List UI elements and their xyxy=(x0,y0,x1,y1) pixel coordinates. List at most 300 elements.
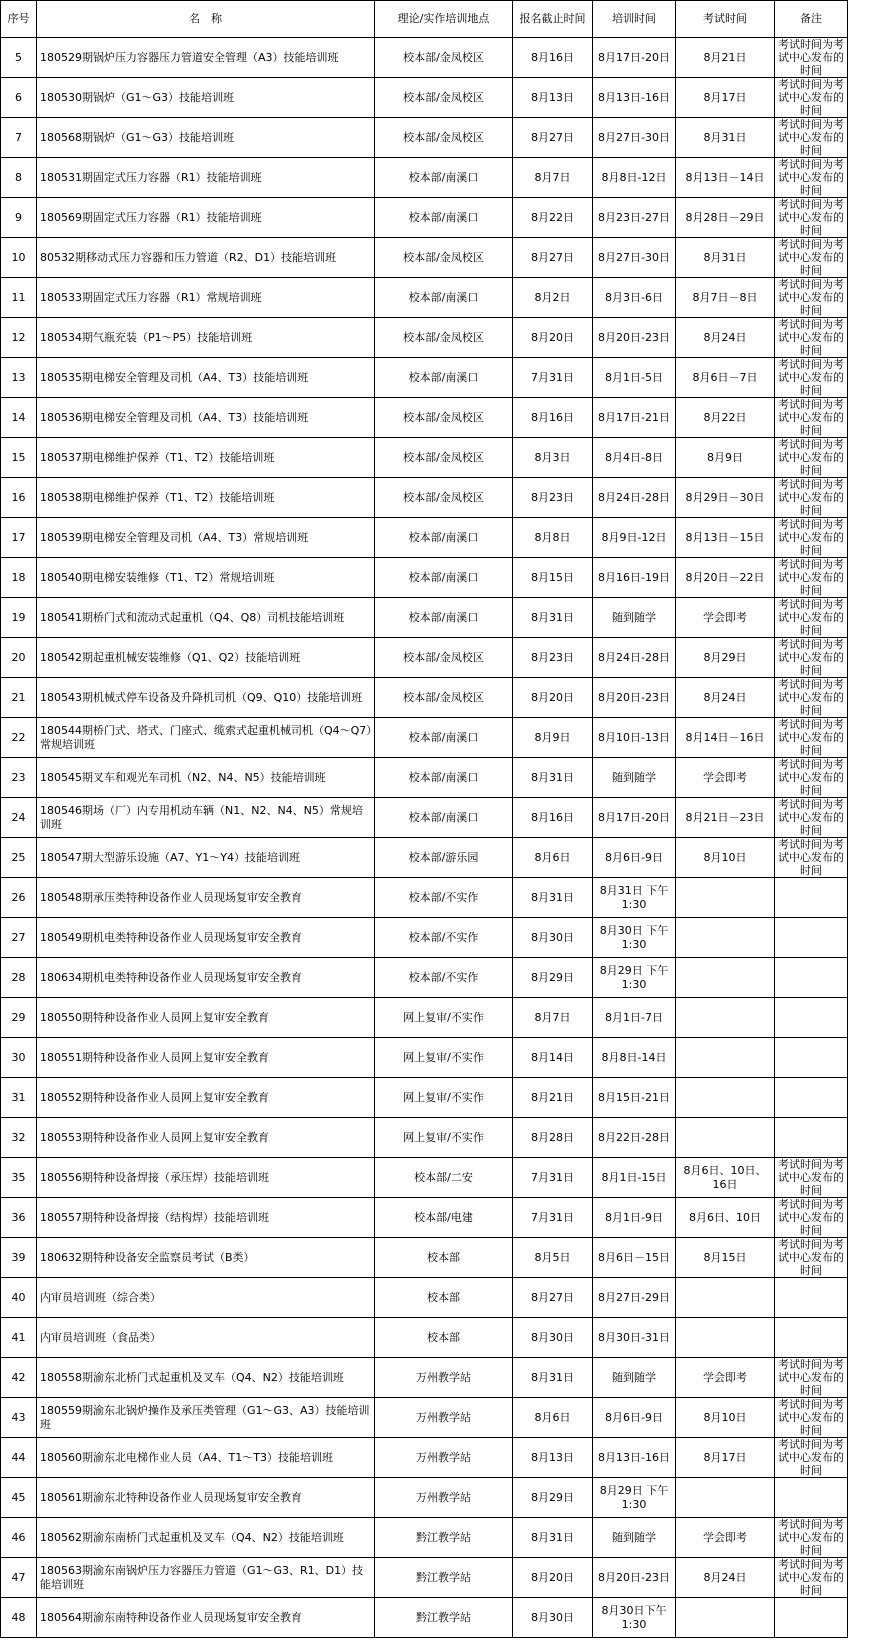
cell-exam xyxy=(676,1478,775,1518)
cell-note xyxy=(775,878,848,918)
cell-exam xyxy=(676,878,775,918)
cell-location: 校本部/游乐园 xyxy=(375,838,513,878)
cell-training: 8月20日-23日 xyxy=(593,318,676,358)
cell-seq: 24 xyxy=(1,798,37,838)
cell-note xyxy=(775,1478,848,1518)
cell-seq: 11 xyxy=(1,278,37,318)
cell-location: 校本部/南溪口 xyxy=(375,558,513,598)
cell-training: 8月30日下午1:30 xyxy=(593,1598,676,1638)
cell-note xyxy=(775,1078,848,1118)
cell-note: 考试时间为考试中心发布的时间 xyxy=(775,1398,848,1438)
cell-seq: 16 xyxy=(1,478,37,518)
cell-seq: 25 xyxy=(1,838,37,878)
cell-deadline: 8月27日 xyxy=(513,238,593,278)
cell-location: 校本部/不实作 xyxy=(375,878,513,918)
cell-deadline: 7月31日 xyxy=(513,1198,593,1238)
cell-note: 考试时间为考试中心发布的时间 xyxy=(775,1358,848,1398)
cell-seq: 42 xyxy=(1,1358,37,1398)
cell-training: 8月29日 下午1:30 xyxy=(593,1478,676,1518)
cell-exam: 学会即考 xyxy=(676,598,775,638)
cell-seq: 28 xyxy=(1,958,37,998)
cell-location: 黔江教学站 xyxy=(375,1598,513,1638)
cell-seq: 13 xyxy=(1,358,37,398)
cell-exam: 8月10日 xyxy=(676,1398,775,1438)
cell-name: 180562期渝东南桥门式起重机及叉车（Q4、N2）技能培训班 xyxy=(37,1518,375,1558)
cell-exam xyxy=(676,1038,775,1078)
cell-location: 校本部/金凤校区 xyxy=(375,318,513,358)
cell-training: 8月1日-7日 xyxy=(593,998,676,1038)
cell-seq: 47 xyxy=(1,1558,37,1598)
cell-location: 校本部/南溪口 xyxy=(375,198,513,238)
cell-name: 180634期机电类特种设备作业人员现场复审安全教育 xyxy=(37,958,375,998)
cell-exam: 8月29日 xyxy=(676,638,775,678)
cell-deadline: 8月20日 xyxy=(513,678,593,718)
cell-deadline: 8月22日 xyxy=(513,198,593,238)
cell-location: 校本部/南溪口 xyxy=(375,598,513,638)
cell-exam: 学会即考 xyxy=(676,758,775,798)
cell-training: 8月17日-20日 xyxy=(593,38,676,78)
cell-training: 8月8日-14日 xyxy=(593,1038,676,1078)
table-row xyxy=(1,1278,848,1318)
cell-training: 8月1日-15日 xyxy=(593,1158,676,1198)
table-row xyxy=(1,1198,848,1238)
table-row xyxy=(1,1078,848,1118)
cell-seq: 27 xyxy=(1,918,37,958)
cell-training: 8月6日-9日 xyxy=(593,838,676,878)
cell-note: 考试时间为考试中心发布的时间 xyxy=(775,718,848,758)
cell-deadline: 8月31日 xyxy=(513,1358,593,1398)
cell-name: 180536期电梯安全管理及司机（A4、T3）技能培训班 xyxy=(37,398,375,438)
cell-deadline: 8月15日 xyxy=(513,558,593,598)
table-row xyxy=(1,78,848,118)
cell-name: 180547期大型游乐设施（A7、Y1～Y4）技能培训班 xyxy=(37,838,375,878)
cell-training: 随到随学 xyxy=(593,598,676,638)
cell-training: 8月17日-21日 xyxy=(593,398,676,438)
cell-training: 8月10日-13日 xyxy=(593,718,676,758)
cell-note: 考试时间为考试中心发布的时间 xyxy=(775,1238,848,1278)
cell-note: 考试时间为考试中心发布的时间 xyxy=(775,398,848,438)
table-row xyxy=(1,158,848,198)
cell-seq: 35 xyxy=(1,1158,37,1198)
cell-training: 8月16日-19日 xyxy=(593,558,676,598)
cell-name: 180543期机械式停车设备及升降机司机（Q9、Q10）技能培训班 xyxy=(37,678,375,718)
table-row xyxy=(1,1598,848,1638)
cell-location: 校本部/南溪口 xyxy=(375,358,513,398)
cell-exam: 8月31日 xyxy=(676,118,775,158)
table-row xyxy=(1,1518,848,1558)
cell-seq: 26 xyxy=(1,878,37,918)
cell-exam: 8月14日－16日 xyxy=(676,718,775,758)
cell-location: 网上复审/不实作 xyxy=(375,1078,513,1118)
table-row xyxy=(1,1558,848,1598)
table-row xyxy=(1,198,848,238)
cell-deadline: 8月29日 xyxy=(513,1478,593,1518)
cell-exam: 8月24日 xyxy=(676,678,775,718)
cell-seq: 19 xyxy=(1,598,37,638)
cell-note: 考试时间为考试中心发布的时间 xyxy=(775,518,848,558)
cell-note xyxy=(775,998,848,1038)
cell-location: 黔江教学站 xyxy=(375,1518,513,1558)
cell-name: 内审员培训班（综合类） xyxy=(37,1278,375,1318)
cell-exam: 8月24日 xyxy=(676,1558,775,1598)
cell-exam: 8月13日－14日 xyxy=(676,158,775,198)
cell-seq: 36 xyxy=(1,1198,37,1238)
cell-exam: 8月24日 xyxy=(676,318,775,358)
cell-training: 8月24日-28日 xyxy=(593,478,676,518)
cell-deadline: 8月6日 xyxy=(513,1398,593,1438)
cell-location: 校本部/二安 xyxy=(375,1158,513,1198)
cell-deadline: 8月31日 xyxy=(513,598,593,638)
cell-location: 校本部/南溪口 xyxy=(375,758,513,798)
cell-training: 8月29日 下午1:30 xyxy=(593,958,676,998)
cell-note: 考试时间为考试中心发布的时间 xyxy=(775,1438,848,1478)
table-row xyxy=(1,438,848,478)
cell-location: 校本部/金凤校区 xyxy=(375,398,513,438)
cell-note: 考试时间为考试中心发布的时间 xyxy=(775,638,848,678)
cell-deadline: 8月21日 xyxy=(513,1078,593,1118)
cell-seq: 20 xyxy=(1,638,37,678)
cell-name: 180556期特种设备焊接（承压焊）技能培训班 xyxy=(37,1158,375,1198)
cell-training: 8月15日-21日 xyxy=(593,1078,676,1118)
table-row xyxy=(1,238,848,278)
cell-note: 考试时间为考试中心发布的时间 xyxy=(775,838,848,878)
cell-note xyxy=(775,958,848,998)
table-row xyxy=(1,1158,848,1198)
cell-name: 180548期承压类特种设备作业人员现场复审安全教育 xyxy=(37,878,375,918)
cell-location: 校本部/电建 xyxy=(375,1198,513,1238)
cell-seq: 30 xyxy=(1,1038,37,1078)
cell-name: 内审员培训班（食品类） xyxy=(37,1318,375,1358)
cell-exam xyxy=(676,998,775,1038)
cell-seq: 15 xyxy=(1,438,37,478)
cell-training: 8月20日-23日 xyxy=(593,1558,676,1598)
cell-name: 180568期锅炉（G1～G3）技能培训班 xyxy=(37,118,375,158)
cell-note xyxy=(775,1318,848,1358)
cell-location: 校本部/金凤校区 xyxy=(375,478,513,518)
table-row xyxy=(1,878,848,918)
table-row xyxy=(1,1358,848,1398)
cell-training: 8月9日-12日 xyxy=(593,518,676,558)
cell-training: 8月13日-16日 xyxy=(593,78,676,118)
cell-note: 考试时间为考试中心发布的时间 xyxy=(775,1158,848,1198)
cell-exam xyxy=(676,1598,775,1638)
cell-training: 8月22日-28日 xyxy=(593,1118,676,1158)
cell-seq: 41 xyxy=(1,1318,37,1358)
header-deadline: 报名截止时间 xyxy=(513,1,593,38)
cell-deadline: 8月30日 xyxy=(513,918,593,958)
cell-note: 考试时间为考试中心发布的时间 xyxy=(775,118,848,158)
cell-training: 8月6日-9日 xyxy=(593,1398,676,1438)
cell-name: 180546期场（厂）内专用机动车辆（N1、N2、N4、N5）常规培训班 xyxy=(37,798,375,838)
cell-training: 8月27日-30日 xyxy=(593,238,676,278)
cell-seq: 44 xyxy=(1,1438,37,1478)
cell-training: 8月3日-6日 xyxy=(593,278,676,318)
cell-note xyxy=(775,918,848,958)
header-name: 名 称 xyxy=(37,1,375,38)
cell-name: 180553期特种设备作业人员网上复审安全教育 xyxy=(37,1118,375,1158)
cell-note: 考试时间为考试中心发布的时间 xyxy=(775,158,848,198)
cell-exam xyxy=(676,1278,775,1318)
cell-name: 180560期渝东北电梯作业人员（A4、T1～T3）技能培训班 xyxy=(37,1438,375,1478)
cell-note: 考试时间为考试中心发布的时间 xyxy=(775,758,848,798)
table-row xyxy=(1,798,848,838)
cell-seq: 8 xyxy=(1,158,37,198)
table-row xyxy=(1,558,848,598)
cell-deadline: 8月6日 xyxy=(513,838,593,878)
cell-exam: 8月22日 xyxy=(676,398,775,438)
cell-location: 黔江教学站 xyxy=(375,1558,513,1598)
cell-name: 180534期气瓶充装（P1～P5）技能培训班 xyxy=(37,318,375,358)
cell-location: 校本部/不实作 xyxy=(375,918,513,958)
cell-note: 考试时间为考试中心发布的时间 xyxy=(775,318,848,358)
cell-name: 180549期机电类特种设备作业人员现场复审安全教育 xyxy=(37,918,375,958)
cell-deadline: 8月2日 xyxy=(513,278,593,318)
cell-training: 8月6日－15日 xyxy=(593,1238,676,1278)
table-row xyxy=(1,518,848,558)
cell-exam xyxy=(676,1118,775,1158)
cell-seq: 9 xyxy=(1,198,37,238)
cell-name: 180530期锅炉（G1～G3）技能培训班 xyxy=(37,78,375,118)
table-row xyxy=(1,1478,848,1518)
cell-location: 万州教学站 xyxy=(375,1478,513,1518)
cell-name: 180632期特种设备安全监察员考试（B类） xyxy=(37,1238,375,1278)
cell-name: 180551期特种设备作业人员网上复审安全教育 xyxy=(37,1038,375,1078)
cell-training: 随到随学 xyxy=(593,1518,676,1558)
cell-training: 8月4日-8日 xyxy=(593,438,676,478)
table-row xyxy=(1,838,848,878)
cell-deadline: 8月23日 xyxy=(513,478,593,518)
cell-location: 网上复审/不实作 xyxy=(375,1038,513,1078)
cell-location: 校本部/金凤校区 xyxy=(375,438,513,478)
cell-deadline: 8月31日 xyxy=(513,1518,593,1558)
cell-note: 考试时间为考试中心发布的时间 xyxy=(775,278,848,318)
cell-exam: 8月10日 xyxy=(676,838,775,878)
cell-location: 网上复审/不实作 xyxy=(375,998,513,1038)
cell-location: 校本部/南溪口 xyxy=(375,278,513,318)
cell-location: 校本部/南溪口 xyxy=(375,518,513,558)
cell-note xyxy=(775,1598,848,1638)
header-location: 理论/实作培训地点 xyxy=(375,1,513,38)
cell-deadline: 8月23日 xyxy=(513,638,593,678)
cell-exam: 8月7日－8日 xyxy=(676,278,775,318)
cell-exam xyxy=(676,958,775,998)
cell-exam: 8月17日 xyxy=(676,78,775,118)
cell-deadline: 8月27日 xyxy=(513,1278,593,1318)
cell-training: 8月31日 下午1:30 xyxy=(593,878,676,918)
cell-name: 180557期特种设备焊接（结构焊）技能培训班 xyxy=(37,1198,375,1238)
cell-deadline: 8月30日 xyxy=(513,1318,593,1358)
cell-seq: 18 xyxy=(1,558,37,598)
cell-exam: 8月13日－15日 xyxy=(676,518,775,558)
cell-note: 考试时间为考试中心发布的时间 xyxy=(775,38,848,78)
cell-training: 8月23日-27日 xyxy=(593,198,676,238)
cell-deadline: 8月29日 xyxy=(513,958,593,998)
cell-note: 考试时间为考试中心发布的时间 xyxy=(775,558,848,598)
cell-name: 180539期电梯安全管理及司机（A4、T3）常规培训班 xyxy=(37,518,375,558)
cell-name: 180529期锅炉压力容器压力管道安全管理（A3）技能培训班 xyxy=(37,38,375,78)
cell-seq: 48 xyxy=(1,1598,37,1638)
cell-exam xyxy=(676,918,775,958)
table-row xyxy=(1,918,848,958)
table-row xyxy=(1,1118,848,1158)
cell-exam: 8月9日 xyxy=(676,438,775,478)
table-row xyxy=(1,958,848,998)
cell-seq: 6 xyxy=(1,78,37,118)
cell-seq: 29 xyxy=(1,998,37,1038)
cell-deadline: 8月9日 xyxy=(513,718,593,758)
cell-name: 180561期渝东北特种设备作业人员现场复审安全教育 xyxy=(37,1478,375,1518)
cell-location: 校本部/金凤校区 xyxy=(375,38,513,78)
cell-note: 考试时间为考试中心发布的时间 xyxy=(775,78,848,118)
cell-deadline: 8月31日 xyxy=(513,758,593,798)
cell-deadline: 8月13日 xyxy=(513,1438,593,1478)
cell-note: 考试时间为考试中心发布的时间 xyxy=(775,198,848,238)
cell-note xyxy=(775,1278,848,1318)
cell-location: 校本部/金凤校区 xyxy=(375,78,513,118)
cell-exam xyxy=(676,1318,775,1358)
cell-seq: 12 xyxy=(1,318,37,358)
cell-location: 校本部/南溪口 xyxy=(375,158,513,198)
cell-exam: 8月29日－30日 xyxy=(676,478,775,518)
cell-deadline: 8月16日 xyxy=(513,38,593,78)
cell-seq: 23 xyxy=(1,758,37,798)
table-row xyxy=(1,398,848,438)
cell-location: 校本部/南溪口 xyxy=(375,718,513,758)
cell-note: 考试时间为考试中心发布的时间 xyxy=(775,1558,848,1598)
cell-name: 180544期桥门式、塔式、门座式、缆索式起重机械司机（Q4～Q7）常规培训班 xyxy=(37,718,375,758)
header-exam: 考试时间 xyxy=(676,1,775,38)
cell-seq: 17 xyxy=(1,518,37,558)
cell-seq: 21 xyxy=(1,678,37,718)
cell-seq: 45 xyxy=(1,1478,37,1518)
cell-seq: 40 xyxy=(1,1278,37,1318)
cell-name: 180540期电梯安装维修（T1、T2）常规培训班 xyxy=(37,558,375,598)
table-row xyxy=(1,478,848,518)
cell-note: 考试时间为考试中心发布的时间 xyxy=(775,678,848,718)
cell-seq: 7 xyxy=(1,118,37,158)
cell-name: 180550期特种设备作业人员网上复审安全教育 xyxy=(37,998,375,1038)
cell-location: 校本部/南溪口 xyxy=(375,798,513,838)
table-header-row xyxy=(1,1,848,38)
cell-training: 8月30日 下午1:30 xyxy=(593,918,676,958)
cell-deadline: 8月8日 xyxy=(513,518,593,558)
cell-note: 考试时间为考试中心发布的时间 xyxy=(775,1198,848,1238)
table-row xyxy=(1,998,848,1038)
cell-name: 180563期渝东南锅炉压力容器压力管道（G1～G3、R1、D1）技能培训班 xyxy=(37,1558,375,1598)
header-note: 备注 xyxy=(775,1,848,38)
cell-deadline: 8月30日 xyxy=(513,1598,593,1638)
cell-deadline: 7月31日 xyxy=(513,358,593,398)
cell-exam: 8月6日－7日 xyxy=(676,358,775,398)
cell-exam: 学会即考 xyxy=(676,1358,775,1398)
cell-seq: 32 xyxy=(1,1118,37,1158)
cell-name: 180569期固定式压力容器（R1）技能培训班 xyxy=(37,198,375,238)
cell-deadline: 8月20日 xyxy=(513,1558,593,1598)
cell-deadline: 8月7日 xyxy=(513,158,593,198)
table-row xyxy=(1,598,848,638)
cell-deadline: 8月27日 xyxy=(513,118,593,158)
table-row xyxy=(1,318,848,358)
cell-training: 8月8日-12日 xyxy=(593,158,676,198)
table-row xyxy=(1,678,848,718)
cell-name: 180541期桥门式和流动式起重机（Q4、Q8）司机技能培训班 xyxy=(37,598,375,638)
cell-exam: 8月21日－23日 xyxy=(676,798,775,838)
cell-name: 180559期渝东北锅炉操作及承压类管理（G1～G3、A3）技能培训班 xyxy=(37,1398,375,1438)
cell-name: 180552期特种设备作业人员网上复审安全教育 xyxy=(37,1078,375,1118)
cell-training: 8月17日-20日 xyxy=(593,798,676,838)
table-row xyxy=(1,718,848,758)
cell-seq: 46 xyxy=(1,1518,37,1558)
cell-training: 8月24日-28日 xyxy=(593,638,676,678)
cell-location: 网上复审/不实作 xyxy=(375,1118,513,1158)
cell-deadline: 8月31日 xyxy=(513,878,593,918)
cell-seq: 10 xyxy=(1,238,37,278)
cell-note: 考试时间为考试中心发布的时间 xyxy=(775,438,848,478)
cell-exam: 8月31日 xyxy=(676,238,775,278)
cell-exam: 学会即考 xyxy=(676,1518,775,1558)
cell-location: 校本部/金凤校区 xyxy=(375,118,513,158)
cell-location: 万州教学站 xyxy=(375,1438,513,1478)
cell-deadline: 7月31日 xyxy=(513,1158,593,1198)
table-row xyxy=(1,278,848,318)
table-row xyxy=(1,1238,848,1278)
header-seq: 序号 xyxy=(1,1,37,38)
cell-seq: 22 xyxy=(1,718,37,758)
cell-location: 校本部/金凤校区 xyxy=(375,238,513,278)
cell-note: 考试时间为考试中心发布的时间 xyxy=(775,238,848,278)
cell-exam: 8月6日、10日 xyxy=(676,1198,775,1238)
cell-training: 8月30日-31日 xyxy=(593,1318,676,1358)
cell-exam: 8月17日 xyxy=(676,1438,775,1478)
cell-deadline: 8月16日 xyxy=(513,798,593,838)
cell-location: 校本部 xyxy=(375,1238,513,1278)
cell-training: 8月1日-5日 xyxy=(593,358,676,398)
table-row xyxy=(1,1398,848,1438)
cell-seq: 31 xyxy=(1,1078,37,1118)
cell-deadline: 8月3日 xyxy=(513,438,593,478)
cell-deadline: 8月5日 xyxy=(513,1238,593,1278)
cell-deadline: 8月28日 xyxy=(513,1118,593,1158)
table-row xyxy=(1,38,848,78)
table-row xyxy=(1,1038,848,1078)
cell-name: 180542期起重机械安装维修（Q1、Q2）技能培训班 xyxy=(37,638,375,678)
cell-seq: 5 xyxy=(1,38,37,78)
cell-training: 8月20日-23日 xyxy=(593,678,676,718)
table-body xyxy=(1,38,848,1638)
cell-location: 校本部/金凤校区 xyxy=(375,638,513,678)
cell-exam: 8月21日 xyxy=(676,38,775,78)
cell-location: 校本部/不实作 xyxy=(375,958,513,998)
table-row xyxy=(1,1438,848,1478)
cell-exam: 8月28日－29日 xyxy=(676,198,775,238)
table-row xyxy=(1,638,848,678)
cell-deadline: 8月16日 xyxy=(513,398,593,438)
cell-note xyxy=(775,1038,848,1078)
cell-training: 随到随学 xyxy=(593,1358,676,1398)
cell-name: 180545期叉车和观光车司机（N2、N4、N5）技能培训班 xyxy=(37,758,375,798)
cell-training: 8月27日-29日 xyxy=(593,1278,676,1318)
cell-location: 校本部 xyxy=(375,1318,513,1358)
cell-seq: 39 xyxy=(1,1238,37,1278)
cell-name: 180535期电梯安全管理及司机（A4、T3）技能培训班 xyxy=(37,358,375,398)
cell-note: 考试时间为考试中心发布的时间 xyxy=(775,798,848,838)
table-row xyxy=(1,758,848,798)
cell-exam: 8月6日、10日、16日 xyxy=(676,1158,775,1198)
cell-training: 8月27日-30日 xyxy=(593,118,676,158)
cell-exam xyxy=(676,1078,775,1118)
cell-training: 随到随学 xyxy=(593,758,676,798)
cell-location: 校本部/金凤校区 xyxy=(375,678,513,718)
